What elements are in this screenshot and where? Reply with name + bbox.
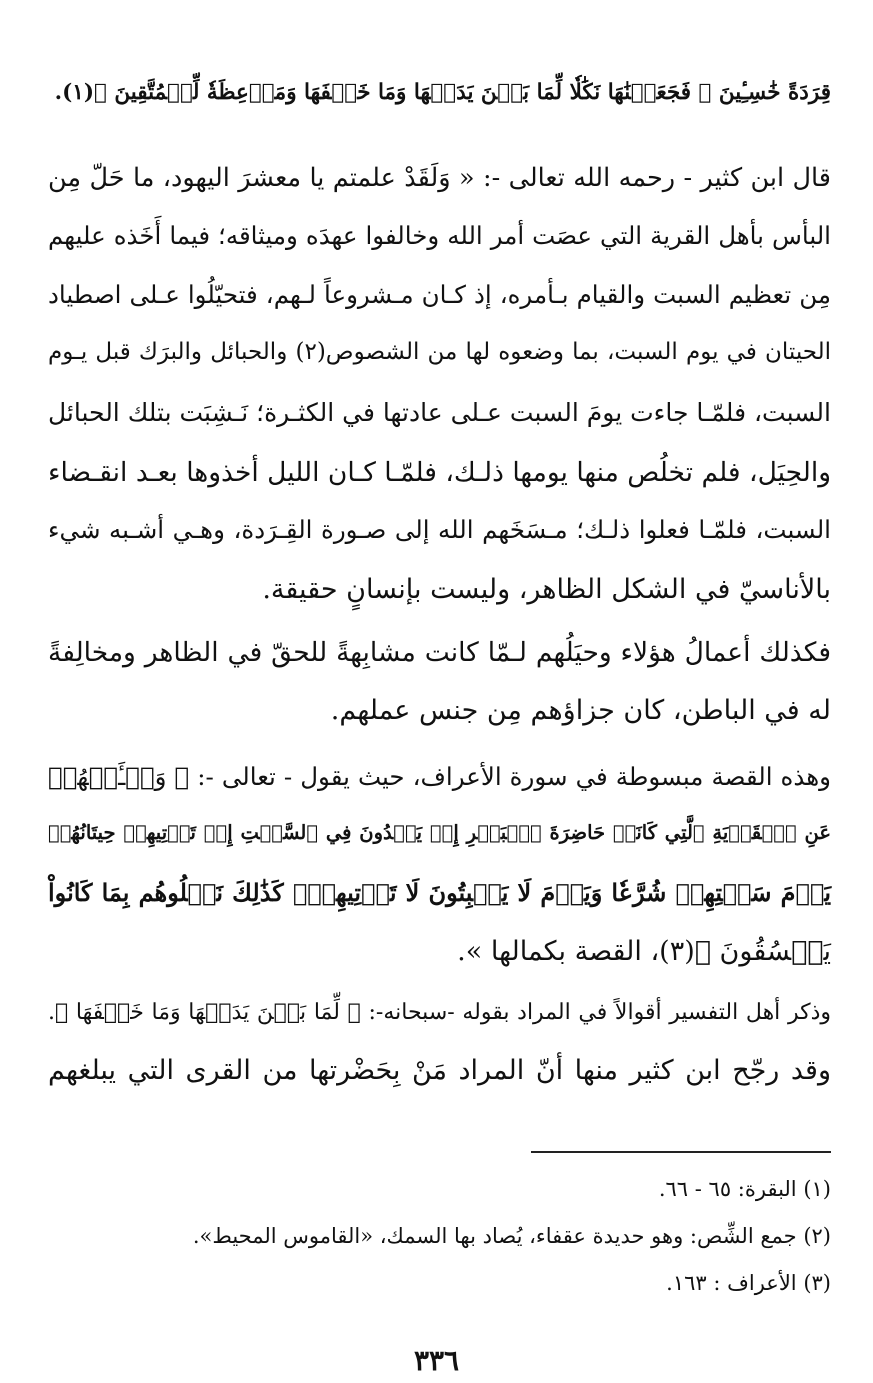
text-line: وهذه القصة مبسوطة في سورة الأعراف، حيث يقول - تعالى -: ﴿ وَسۡـَٔلۡهُمۡ (48, 762, 831, 791)
footnote: (٣) الأعراف : ١٦٣. (666, 1271, 831, 1295)
text-line: الحيتان في يوم السبت، بما وضعوه لها من الشصوص(٢) والحبائل والبرَك قبل يـوم (48, 339, 832, 365)
footnote: (١) البقرة: ٦٥ - ٦٦. (658, 1177, 831, 1201)
page-number: ٣٣٦ (413, 1344, 460, 1377)
footnote: (٢) جمع الشِّص: وهو حديدة عقفاء، يُصاد بها السمك، «القاموس المحيط». (192, 1224, 831, 1248)
text-line: بالأناسيّ في الشكل الظاهر، وليست بإنسانٍ حقيقة. (262, 574, 831, 605)
text-line: السبت، فلمّـا جاءت يومَ السبت عـلى عادتها في الكثـرة؛ نَـشِبَت بتلك الحبائل (48, 398, 831, 427)
footnote-divider (531, 1151, 831, 1153)
text-line: فكذلك أعمالُ هؤلاء وحيَلُهم لـمّا كانت مشابِهةً للحقّ في الظاهر ومخالِفةً (48, 637, 831, 668)
quran-verse-line: قِرَدَةً خَٰسِـِٔينَ ﴿ فَجَعَلۡنَٰهَا نَكَٰلٗا لِّمَا بَيۡنَ يَدَيۡهَا وَمَا خَلۡفَهَا وَمَوۡعِظَةٗ لِّلۡمُتَّقِينَ ﴾(١). (54, 80, 831, 105)
quran-verse-line: يَوۡمَ سَبۡتِهِمۡ شُرَّعٗا وَيَوۡمَ لَا يَسۡبِتُونَ لَا تَأۡتِيهِمۡۚ كَذَٰلِكَ نَبۡلُوهُم بِمَا كَانُواْ (48, 878, 831, 907)
text-line: مِن تعظيم السبت والقيام بـأمره، إذ كـان مـشروعاً لـهم، فتحيّلُوا عـلى اصطياد (48, 280, 831, 309)
text-line: السبت، فلمّـا فعلوا ذلـك؛ مـسَخَهم الله إلى صـورة القِـرَدة، وهـي أشـبه شيء (48, 515, 831, 544)
text-line: البأس بأهل القرية التي عصَت أمر الله وخالفوا عهدَه وميثاقه؛ فيما أَخَذه عليهم (48, 221, 831, 250)
text-line: والحِيَل، فلم تخلُص منها يومها ذلـك، فلمّـا كـان الليل أخذوها بعـد انقـضاء (48, 457, 831, 488)
text-line: قال ابن كثير - رحمه الله تعالى -: « وَلَقَدْ علمتم يا معشرَ اليهود، ما حَلّ مِن (48, 163, 831, 193)
text-line: يَفۡسُقُونَ ﴾(٣)، القصة بكمالها ». (457, 936, 831, 967)
text-line: وقد رجّح ابن كثير منها أنّ المراد مَنْ بِحَضْرتها من القرى التي يبلغهم (48, 1055, 831, 1086)
quran-verse-line: عَنِ ٱلۡقَرۡيَةِ ٱلَّتِي كَانَتۡ حَاضِرَةَ ٱلۡبَحۡرِ إِذۡ يَعۡدُونَ فِي ٱلسَّبۡتِ إِذۡ تَأۡتِيهِمۡ حِيتَانُهُمۡ (48, 821, 831, 844)
text-line: وذكر أهل التفسير أقوالاً في المراد بقوله -سبحانه-: ﴿ لِّمَا بَيۡنَ يَدَيۡهَا وَمَا خَلۡفَهَا ﴾. (48, 1000, 831, 1025)
text-line: له في الباطن، كان جزاؤهم مِن جنس عملهم. (330, 695, 831, 726)
